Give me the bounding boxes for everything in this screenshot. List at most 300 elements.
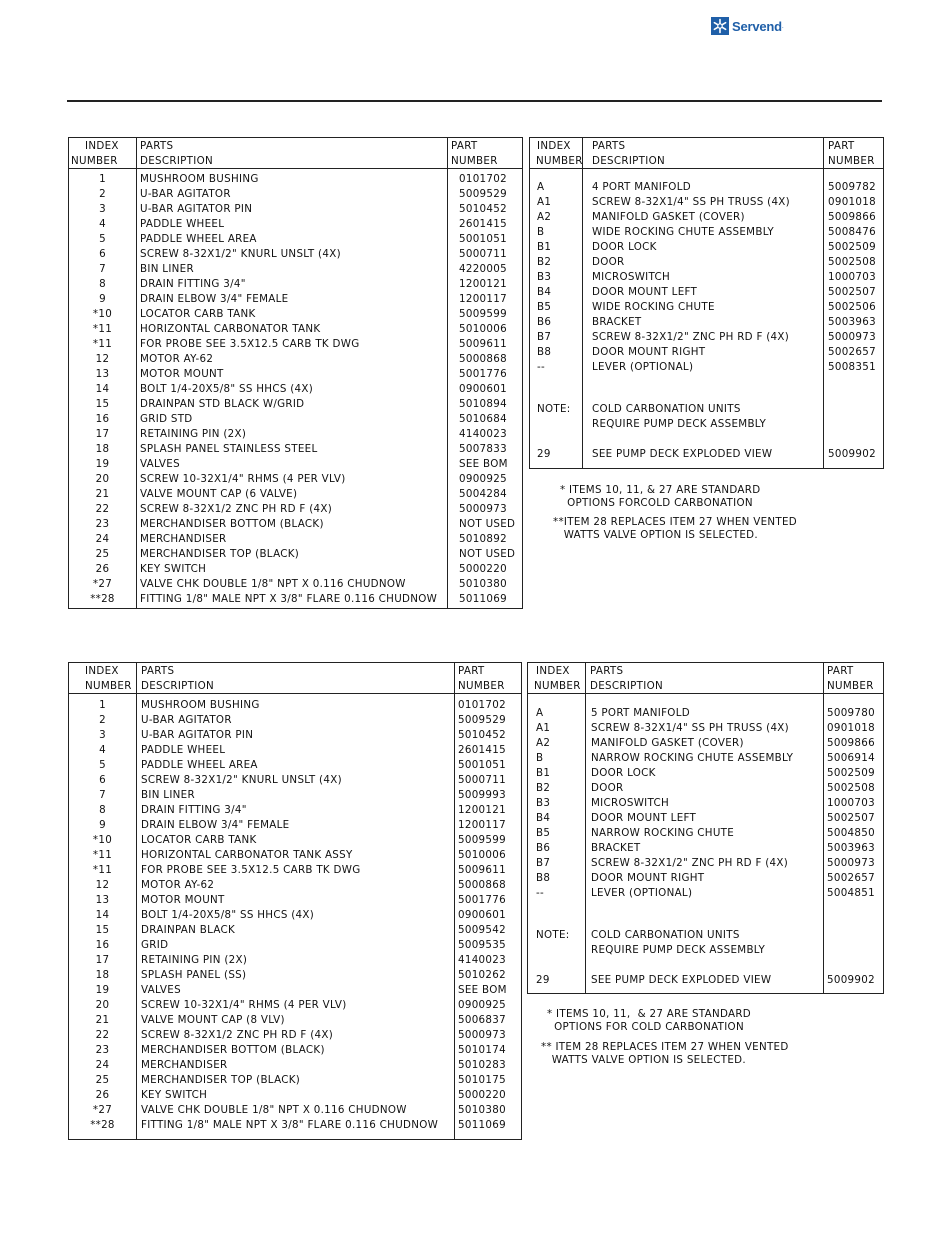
- row-index: 7: [99, 263, 106, 275]
- row-index: 25: [95, 548, 110, 560]
- row-index: 19: [95, 458, 110, 470]
- row-index: B3: [537, 271, 552, 283]
- row-index: 24: [95, 1059, 110, 1071]
- header-index-label: INDEX: [537, 140, 571, 152]
- row-description: WIDE ROCKING CHUTE ASSEMBLY: [592, 226, 774, 238]
- row-index: 6: [99, 774, 106, 786]
- header-part-label: PART: [458, 665, 485, 677]
- row-index: *27: [92, 1104, 113, 1116]
- row-index: *10: [92, 308, 113, 320]
- row-index: *11: [92, 849, 113, 861]
- row-part-number: 5006914: [827, 752, 875, 764]
- row-description: SCREW 8-32X1/2" ZNC PH RD F (4X): [592, 331, 790, 343]
- row-index: B2: [537, 256, 552, 268]
- row-description: MOTOR MOUNT: [140, 368, 224, 380]
- row-index: 26: [95, 563, 110, 575]
- note-line-2: REQUIRE PUMP DECK ASSEMBLY: [591, 944, 766, 956]
- row-description: BOLT 1/4-20X5/8" SS HHCS (4X): [140, 383, 314, 395]
- row-description: LOCATOR CARB TANK: [141, 834, 257, 846]
- header-number-label: NUMBER: [85, 680, 132, 692]
- row-description: DRAIN FITTING 3/4": [141, 804, 247, 816]
- row-description: LEVER (OPTIONAL): [592, 361, 694, 373]
- row-description: FITTING 1/8" MALE NPT X 3/8" FLARE 0.116 CHUDNOW: [140, 593, 438, 605]
- row-index: **28: [90, 1119, 115, 1131]
- row-part-number: 1200121: [458, 804, 506, 816]
- table-row: [69, 187, 522, 202]
- table-row: [69, 457, 522, 472]
- table-row: [530, 300, 883, 315]
- row-description: BRACKET: [592, 316, 642, 328]
- header-part-number-label: NUMBER: [828, 155, 875, 167]
- row-part-number: 5000868: [458, 879, 506, 891]
- table-row: [528, 706, 883, 721]
- header-description-label: DESCRIPTION: [592, 155, 665, 167]
- logo-text: Servend: [732, 18, 782, 34]
- row-description: SCREW 8-32X1/2 ZNC PH RD F (4X): [140, 503, 333, 515]
- row-part-number: 5004851: [827, 887, 875, 899]
- row-part-number: 5000973: [459, 503, 507, 515]
- row-description: DOOR MOUNT LEFT: [592, 286, 698, 298]
- row-index: B4: [537, 286, 552, 298]
- row-part-number: 5011069: [459, 593, 507, 605]
- row-part-number: 4220005: [459, 263, 507, 275]
- table-row: [69, 983, 521, 998]
- row-index: A: [536, 707, 544, 719]
- row-description: U-BAR AGITATOR PIN: [140, 203, 253, 215]
- header-number-label: NUMBER: [536, 155, 583, 167]
- row-description: GRID STD: [140, 413, 193, 425]
- row-description: MERCHANDISER BOTTOM (BLACK): [140, 518, 324, 530]
- row-index: 22: [95, 1029, 110, 1041]
- table-row: [69, 1013, 521, 1028]
- row-part-number: 5004284: [459, 488, 507, 500]
- row-index: B5: [537, 301, 552, 313]
- row-description: DOOR MOUNT RIGHT: [591, 872, 705, 884]
- row-part-number: 5000868: [459, 353, 507, 365]
- row-index: *10: [92, 834, 113, 846]
- row-description: PADDLE WHEEL: [141, 744, 226, 756]
- row-part-number: 4140023: [459, 428, 507, 440]
- row-description: NARROW ROCKING CHUTE: [591, 827, 735, 839]
- row-description: HORIZONTAL CARBONATOR TANK: [140, 323, 321, 335]
- table-row: [69, 232, 522, 247]
- row-description: DOOR LOCK: [592, 241, 657, 253]
- table-row: [528, 736, 883, 751]
- table-row: [69, 863, 521, 878]
- row-part-number: 5009611: [458, 864, 506, 876]
- table-row: [69, 247, 522, 262]
- header-part-number-label: NUMBER: [458, 680, 505, 692]
- table-row: [69, 427, 522, 442]
- header-rule: [67, 100, 882, 102]
- row-index: 7: [99, 789, 106, 801]
- table-row: [69, 1118, 521, 1133]
- table-row: [69, 968, 521, 983]
- row-index: 4: [99, 744, 106, 756]
- row-part-number: 5008351: [828, 361, 876, 373]
- row-description: LOCATOR CARB TANK: [140, 308, 256, 320]
- row-index: 23: [95, 1044, 110, 1056]
- table-row: [530, 195, 883, 210]
- table-row: [528, 781, 883, 796]
- parts-table-2-accessories: [527, 662, 884, 994]
- table-row: [530, 240, 883, 255]
- row-description: MERCHANDISER BOTTOM (BLACK): [141, 1044, 325, 1056]
- table-row: [528, 796, 883, 811]
- row-part-number: 5003963: [827, 842, 875, 854]
- header-description-label: DESCRIPTION: [141, 680, 214, 692]
- table-row: [528, 856, 883, 871]
- row-description: FOR PROBE SEE 3.5X12.5 CARB TK DWG: [141, 864, 361, 876]
- table-row: [69, 397, 522, 412]
- row-index: 23: [95, 518, 110, 530]
- table-row: [69, 322, 522, 337]
- table-row: [69, 818, 521, 833]
- row-part-number: 5009782: [828, 181, 876, 193]
- row-part-number: 5000220: [459, 563, 507, 575]
- table-row: [69, 262, 522, 277]
- header-parts-label: PARTS: [590, 665, 624, 677]
- row-index: 17: [95, 954, 110, 966]
- row-part-number: 1000703: [828, 271, 876, 283]
- header-index-label: INDEX: [85, 665, 119, 677]
- row-description: DRAIN FITTING 3/4": [140, 278, 246, 290]
- header-index-label: INDEX: [536, 665, 570, 677]
- row-part-number: 2601415: [459, 218, 507, 230]
- table-row: [69, 893, 521, 908]
- row-description: MANIFOLD GASKET (COVER): [591, 737, 744, 749]
- row-index: 1: [99, 699, 106, 711]
- row-index: 13: [95, 894, 110, 906]
- row-part-number: 5010174: [458, 1044, 506, 1056]
- row-description: SCREW 8-32X1/4" SS PH TRUSS (4X): [592, 196, 790, 208]
- row-description: SCREW 10-32X1/4" RHMS (4 PER VLV): [141, 999, 347, 1011]
- table-row: [528, 766, 883, 781]
- row-description: MOTOR AY-62: [140, 353, 214, 365]
- row-part-number: 0900601: [458, 909, 506, 921]
- row-index: 20: [95, 999, 110, 1011]
- row-29-description: SEE PUMP DECK EXPLODED VIEW: [592, 448, 773, 460]
- table-row: [530, 180, 883, 195]
- row-description: BIN LINER: [141, 789, 195, 801]
- row-description: FITTING 1/8" MALE NPT X 3/8" FLARE 0.116 CHUDNOW: [141, 1119, 439, 1131]
- row-part-number: 5009599: [459, 308, 507, 320]
- row-part-number: 1200117: [458, 819, 506, 831]
- row-description: SCREW 8-32X1/2 ZNC PH RD F (4X): [141, 1029, 334, 1041]
- footnote-standard-options: * ITEMS 10, 11, & 27 ARE STANDARD OPTIONS FOR COLD CARBONATION: [547, 1008, 752, 1033]
- row-description: PADDLE WHEEL: [140, 218, 225, 230]
- row-part-number: 5009535: [458, 939, 506, 951]
- table-row: [69, 803, 521, 818]
- row-index: 12: [95, 353, 110, 365]
- note-line-2: REQUIRE PUMP DECK ASSEMBLY: [592, 418, 767, 430]
- row-description: DRAIN ELBOW 3/4" FEMALE: [141, 819, 290, 831]
- row-part-number: 5007833: [459, 443, 507, 455]
- row-part-number: 5010380: [458, 1104, 506, 1116]
- note-label: NOTE:: [537, 403, 571, 415]
- row-part-number: 5000973: [458, 1029, 506, 1041]
- row-index: A: [537, 181, 545, 193]
- parts-table-1-accessories: [529, 137, 884, 469]
- row-index: 14: [95, 383, 110, 395]
- row-index: 3: [99, 203, 106, 215]
- row-description: WIDE ROCKING CHUTE: [592, 301, 715, 313]
- row-part-number: 5006837: [458, 1014, 506, 1026]
- table-row: [69, 938, 521, 953]
- table-row: [69, 788, 521, 803]
- row-description: RETAINING PIN (2X): [141, 954, 248, 966]
- row-description: DRAINPAN STD BLACK W/GRID: [140, 398, 305, 410]
- table-row: [528, 886, 883, 901]
- row-description: VALVES: [141, 984, 181, 996]
- row-part-number: 5008476: [828, 226, 876, 238]
- row-part-number: 4140023: [458, 954, 506, 966]
- row-part-number: 5009529: [458, 714, 506, 726]
- row-part-number: 0101702: [459, 173, 507, 185]
- row-index: 2: [99, 714, 106, 726]
- row-part-number: 5011069: [458, 1119, 506, 1131]
- table-row: [528, 751, 883, 766]
- row-part-number: 5002509: [828, 241, 876, 253]
- row-index: 20: [95, 473, 110, 485]
- row-part-number: 5010262: [458, 969, 506, 981]
- table-row: [69, 878, 521, 893]
- header-parts-label: PARTS: [592, 140, 626, 152]
- row-description: SCREW 8-32X1/2" ZNC PH RD F (4X): [591, 857, 789, 869]
- header-description-label: DESCRIPTION: [590, 680, 663, 692]
- row-index: *11: [92, 338, 113, 350]
- header-part-number-label: NUMBER: [451, 155, 498, 167]
- table-row: [528, 871, 883, 886]
- table-row: [530, 255, 883, 270]
- row-description: VALVE MOUNT CAP (6 VALVE): [140, 488, 298, 500]
- table-row: [69, 337, 522, 352]
- table-row: [69, 698, 521, 713]
- row-part-number: 5010006: [458, 849, 506, 861]
- row-index: --: [537, 361, 546, 373]
- row-index: *27: [92, 578, 113, 590]
- row-description: LEVER (OPTIONAL): [591, 887, 693, 899]
- row-part-number: 5001776: [459, 368, 507, 380]
- row-index: 24: [95, 533, 110, 545]
- table-row: [69, 743, 521, 758]
- row-description: DOOR MOUNT LEFT: [591, 812, 697, 824]
- row-description: MERCHANDISER: [141, 1059, 228, 1071]
- row-index: B6: [536, 842, 551, 854]
- row-part-number: SEE BOM: [459, 458, 508, 470]
- table-row: [69, 1073, 521, 1088]
- row-index: A1: [536, 722, 551, 734]
- row-description: VALVE MOUNT CAP (8 VLV): [141, 1014, 285, 1026]
- row-description: VALVE CHK DOUBLE 1/8" NPT X 0.116 CHUDNOW: [140, 578, 406, 590]
- row-part-number: 0900925: [459, 473, 507, 485]
- table-row: [530, 225, 883, 240]
- row-part-number: 2601415: [458, 744, 506, 756]
- table-row: [69, 1088, 521, 1103]
- row-index: 15: [95, 924, 110, 936]
- row-part-number: 5010175: [458, 1074, 506, 1086]
- row-index: B8: [536, 872, 551, 884]
- table-row: [69, 833, 521, 848]
- row-index: 9: [99, 819, 106, 831]
- row-part-number: 5009780: [827, 707, 875, 719]
- row-description: MERCHANDISER TOP (BLACK): [141, 1074, 301, 1086]
- table-row: [69, 1058, 521, 1073]
- row-part-number: 5009599: [458, 834, 506, 846]
- row-part-number: 5009866: [828, 211, 876, 223]
- row-description: NARROW ROCKING CHUTE ASSEMBLY: [591, 752, 794, 764]
- row-index: B: [537, 226, 545, 238]
- row-description: MERCHANDISER TOP (BLACK): [140, 548, 300, 560]
- row-part-number: 5010892: [459, 533, 507, 545]
- row-index: A2: [537, 211, 552, 223]
- table-row: [69, 352, 522, 367]
- parts-table-2-main: [68, 662, 522, 1140]
- row-part-number: 5010283: [458, 1059, 506, 1071]
- row-description: MUSHROOM BUSHING: [140, 173, 259, 185]
- row-29-part-number: 5009902: [827, 974, 875, 986]
- table-row: [69, 953, 521, 968]
- row-index: 15: [95, 398, 110, 410]
- footnote-item-28: **ITEM 28 REPLACES ITEM 27 WHEN VENTED WATTS VALVE OPTION IS SELECTED.: [553, 516, 798, 541]
- footnote-standard-options: * ITEMS 10, 11, & 27 ARE STANDARD OPTIONS FORCOLD CARBONATION: [560, 484, 761, 509]
- table-row: [69, 1103, 521, 1118]
- row-29-description: SEE PUMP DECK EXPLODED VIEW: [591, 974, 772, 986]
- header-part-label: PART: [828, 140, 855, 152]
- table-row: [69, 442, 522, 457]
- row-index: B3: [536, 797, 551, 809]
- row-description: DRAINPAN BLACK: [141, 924, 236, 936]
- row-index: --: [536, 887, 545, 899]
- row-description: HORIZONTAL CARBONATOR TANK ASSY: [141, 849, 353, 861]
- row-index: 16: [95, 939, 110, 951]
- row-description: DOOR MOUNT RIGHT: [592, 346, 706, 358]
- table-row: [69, 758, 521, 773]
- row-index: 22: [95, 503, 110, 515]
- table-row: [69, 277, 522, 292]
- row-description: DOOR: [591, 782, 624, 794]
- table-row: [69, 412, 522, 427]
- table-row: [69, 577, 522, 592]
- row-part-number: 0101702: [458, 699, 506, 711]
- table-row: [69, 998, 521, 1013]
- row-index: B1: [537, 241, 552, 253]
- row-index: 1: [99, 173, 106, 185]
- row-index: B: [536, 752, 544, 764]
- parts-table-1-main: [68, 137, 523, 609]
- table-row: [530, 345, 883, 360]
- row-description: DOOR LOCK: [591, 767, 656, 779]
- row-index: 8: [99, 804, 106, 816]
- row-index: 13: [95, 368, 110, 380]
- row-description: SCREW 8-32X1/2" KNURL UNSLT (4X): [141, 774, 342, 786]
- table-row: [69, 773, 521, 788]
- row-description: 5 PORT MANIFOLD: [591, 707, 690, 719]
- row-part-number: 1200121: [459, 278, 507, 290]
- row-description: KEY SWITCH: [140, 563, 207, 575]
- table-row: [69, 713, 521, 728]
- row-description: BOLT 1/4-20X5/8" SS HHCS (4X): [141, 909, 315, 921]
- note-line-1: COLD CARBONATION UNITS: [591, 929, 740, 941]
- row-part-number: 1200117: [459, 293, 507, 305]
- servend-logo: [711, 17, 784, 35]
- row-part-number: NOT USED: [459, 548, 516, 560]
- header-number-label: NUMBER: [71, 155, 118, 167]
- row-part-number: 5004850: [827, 827, 875, 839]
- table-row: [69, 172, 522, 187]
- table-row: [69, 532, 522, 547]
- row-index: 5: [99, 759, 106, 771]
- row-part-number: 5009611: [459, 338, 507, 350]
- row-index: 21: [95, 1014, 110, 1026]
- row-index: 18: [95, 969, 110, 981]
- row-part-number: 5010006: [459, 323, 507, 335]
- table-row: [69, 217, 522, 232]
- row-index: 25: [95, 1074, 110, 1086]
- row-part-number: 5002508: [828, 256, 876, 268]
- row-part-number: 5002507: [827, 812, 875, 824]
- row-part-number: 5009993: [458, 789, 506, 801]
- row-description: VALVES: [140, 458, 180, 470]
- header-parts-label: PARTS: [140, 140, 174, 152]
- row-index: 21: [95, 488, 110, 500]
- row-description: DRAIN ELBOW 3/4" FEMALE: [140, 293, 289, 305]
- header-part-label: PART: [451, 140, 478, 152]
- header-index-label: INDEX: [85, 140, 119, 152]
- row-part-number: 5001051: [459, 233, 507, 245]
- table-row: [530, 210, 883, 225]
- row-index: B7: [536, 857, 551, 869]
- row-description: BIN LINER: [140, 263, 194, 275]
- row-part-number: 5003963: [828, 316, 876, 328]
- row-description: VALVE CHK DOUBLE 1/8" NPT X 0.116 CHUDNOW: [141, 1104, 407, 1116]
- row-index: *11: [92, 864, 113, 876]
- row-29-index: 29: [537, 448, 551, 460]
- row-index: 9: [99, 293, 106, 305]
- row-part-number: 5001051: [458, 759, 506, 771]
- row-part-number: 5009866: [827, 737, 875, 749]
- note-line-1: COLD CARBONATION UNITS: [592, 403, 741, 415]
- row-part-number: 5002657: [828, 346, 876, 358]
- row-description: SPLASH PANEL STAINLESS STEEL: [140, 443, 318, 455]
- table-row: [69, 307, 522, 322]
- table-row: [69, 517, 522, 532]
- row-part-number: 5010894: [459, 398, 507, 410]
- row-description: SPLASH PANEL (SS): [141, 969, 247, 981]
- row-index: 3: [99, 729, 106, 741]
- table-row: [69, 292, 522, 307]
- row-index: A2: [536, 737, 551, 749]
- row-description: MANIFOLD GASKET (COVER): [592, 211, 745, 223]
- row-description: DOOR: [592, 256, 625, 268]
- table-row: [69, 382, 522, 397]
- row-description: KEY SWITCH: [141, 1089, 208, 1101]
- row-index: 5: [99, 233, 106, 245]
- row-description: GRID: [141, 939, 169, 951]
- row-index: 18: [95, 443, 110, 455]
- table-row: [69, 472, 522, 487]
- logo-mark: .: [781, 22, 784, 30]
- row-index: B2: [536, 782, 551, 794]
- row-description: PADDLE WHEEL AREA: [140, 233, 257, 245]
- row-part-number: 5002509: [827, 767, 875, 779]
- row-description: U-BAR AGITATOR: [141, 714, 232, 726]
- header-description-label: DESCRIPTION: [140, 155, 213, 167]
- row-index: 12: [95, 879, 110, 891]
- row-part-number: 5000973: [828, 331, 876, 343]
- row-description: U-BAR AGITATOR PIN: [141, 729, 254, 741]
- row-part-number: 0900925: [458, 999, 506, 1011]
